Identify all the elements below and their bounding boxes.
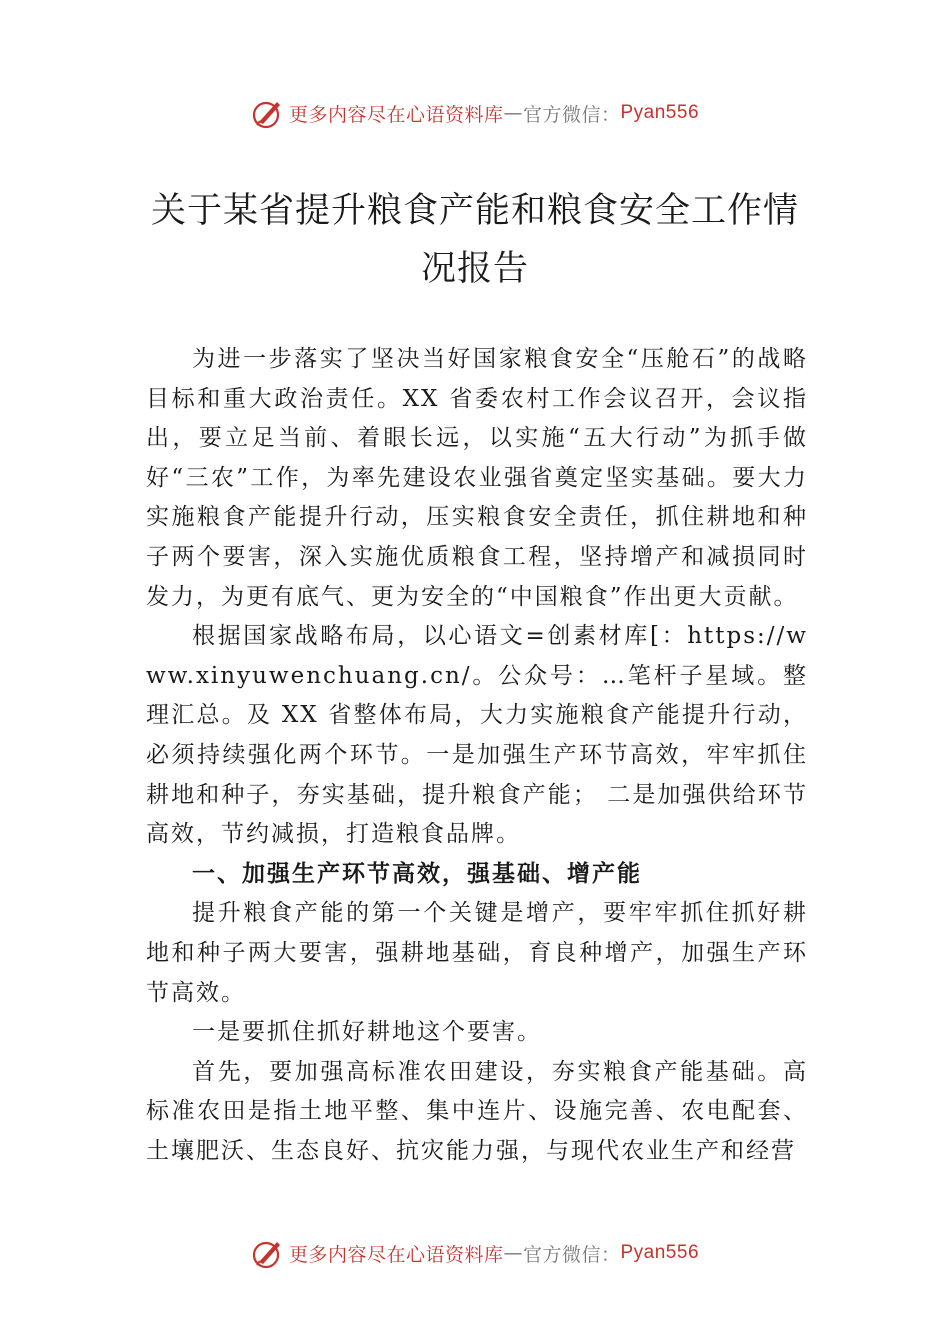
quill-pen-logo-icon (251, 96, 285, 130)
banner-wechat-id: Pyan556 (620, 1242, 700, 1263)
paragraph-increase-production: 提升粮食产能的第一个关键是增产，要牢牢抓住抓好耕地和种子两大要害，强耕地基础，育良种增产，加强生产环节高效。 (146, 900, 808, 1006)
banner-red-text: 更多内容尽在心语资料库 (288, 103, 504, 126)
quill-pen-logo-icon (251, 1236, 285, 1270)
banner-wechat-id: Pyan556 (620, 102, 700, 123)
section-heading-1: 一、加强生产环节高效，强基础、增产能 (192, 860, 642, 887)
paragraph-layout: 根据国家战略布局，以心语文=创素材库[：https://www.xinyuwenchuang.cn/。公众号：…笔杆子星域。整理汇总。及 XX 省整体布局，大力实施粮食产能提升行动，必须持续强化两个环节。一是加强生产环节高效，牢牢抓住耕地和种子，夯实基础，提升粮食产能； 二是加强供给环节高效，节约减损，打造粮食品牌。 (146, 623, 808, 848)
banner-dash: — (503, 1242, 523, 1264)
paragraph-high-standard-farmland: 首先，要加强高标准农田建设，夯实粮食产能基础。高标准农田是指土地平整、集中连片、设施完善、农电配套、 土壤肥沃、生态良好、抗灾能力强，与现代农业生产和经营 (146, 1058, 808, 1164)
title-line-1: 关于某省提升粮食产能和粮食安全工作情 (150, 191, 799, 231)
banner-dash: — (503, 102, 523, 124)
banner-grey-text: 官方微信： (522, 1243, 621, 1266)
banner-red-text: 更多内容尽在心语资料库 (288, 1243, 504, 1266)
paragraph-intro: 为进一步落实了坚决当好国家粮食安全“压舱石”的战略目标和重大政治责任。XX 省委农村工作会议召开，会议指出，要立足当前、着眼长远，以实施“五大行动”为抓手做好“三农”工作，为率先建设农业强省奠定坚实基础。要大力实施粮食产能提升行动，压实粮食安全责任，抓住耕地和种子两个要害，深入实施优质粮食工程，坚持增产和减损同时发力，为更有底气、更为安全的“中国粮食”作出更大贡献。 (146, 346, 808, 610)
document-title (150, 182, 800, 298)
document-body (146, 340, 808, 1171)
paragraph-farmland-key: 一是要抓住抓好耕地这个要害。 (192, 1019, 542, 1046)
footer-banner (0, 1236, 950, 1270)
title-line-2: 况报告 (420, 249, 529, 289)
banner-grey-text: 官方微信： (522, 103, 621, 126)
header-banner (0, 96, 950, 130)
